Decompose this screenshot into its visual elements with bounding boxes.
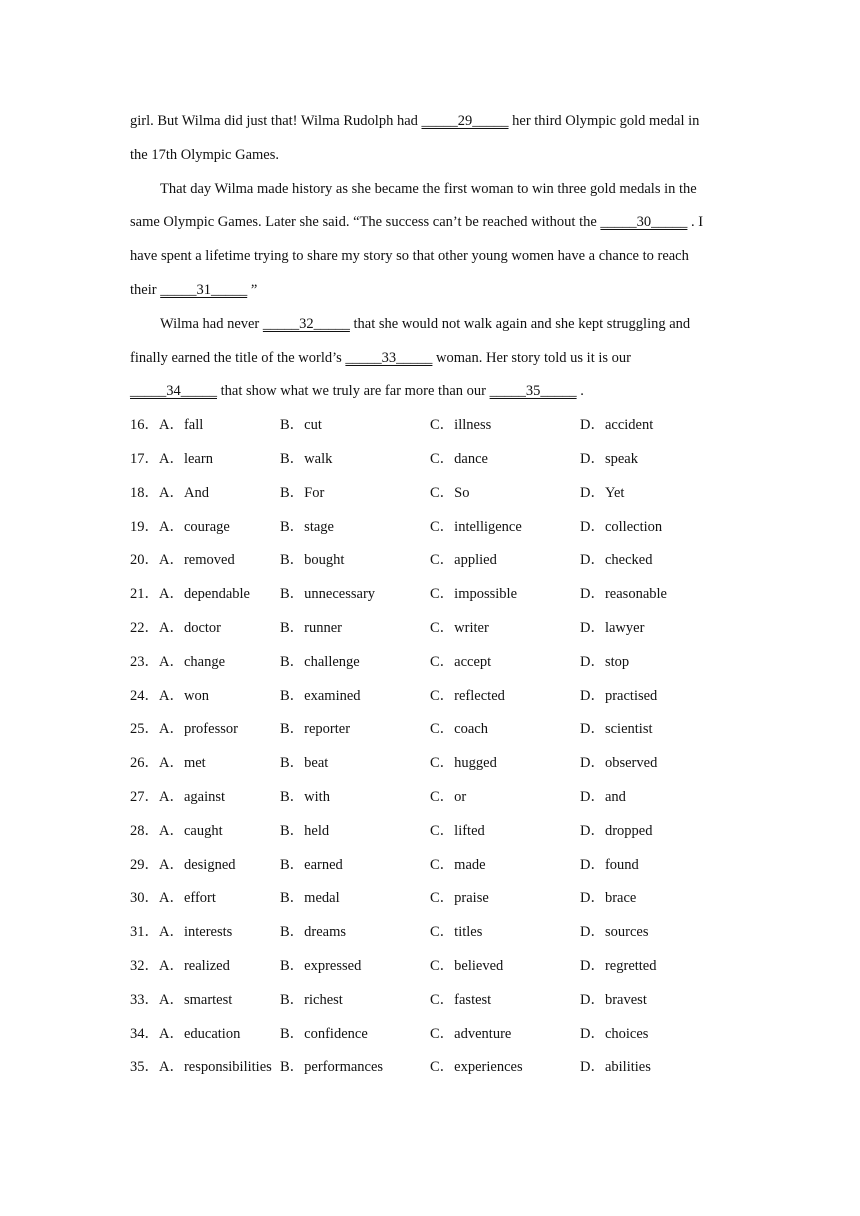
question-number: 26．: [130, 755, 159, 772]
question-row: [130, 882, 730, 916]
question-row: [130, 578, 730, 612]
option-d: D．bravest: [580, 991, 647, 1008]
passage-line: [130, 274, 730, 308]
option-a: A．change: [159, 653, 226, 670]
question-number: 19．: [130, 518, 159, 535]
question-number: 33．: [130, 991, 159, 1008]
option-d: D．abilities: [580, 1059, 651, 1076]
option-a: A．met: [159, 755, 206, 772]
option-a: A．dependable: [159, 586, 250, 603]
passage-text: finally earned the title of the world’s: [130, 349, 346, 366]
option-a: A．caught: [159, 822, 223, 839]
passage-line: [130, 240, 730, 274]
option-a: A．designed: [159, 856, 236, 873]
passage-text: . I: [687, 214, 704, 231]
question-row: [130, 747, 730, 781]
option-c: C．praise: [430, 890, 489, 907]
passage-text: .: [576, 383, 584, 400]
option-b: B．medal: [280, 890, 340, 907]
answer-blank: _____30_____: [600, 214, 688, 231]
passage-line: [130, 342, 730, 376]
question-row: [130, 950, 730, 984]
passage-line: [130, 375, 730, 409]
option-b: B．expressed: [280, 957, 362, 974]
passage-text: Wilma had never: [160, 315, 263, 332]
option-d: D．and: [580, 788, 626, 805]
question-row: [130, 916, 730, 950]
option-d: D．checked: [580, 552, 653, 569]
option-d: D．speak: [580, 450, 638, 467]
question-row: [130, 409, 730, 443]
option-c: C．writer: [430, 619, 489, 636]
option-c: C．intelligence: [430, 518, 522, 535]
option-c: C．So: [430, 484, 470, 501]
question-row: [130, 511, 730, 545]
answer-blank: _____34_____: [130, 383, 217, 400]
passage-line: [130, 206, 730, 240]
option-d: D．scientist: [580, 721, 653, 738]
question-list: [130, 409, 730, 1085]
passage-line: [130, 308, 730, 342]
passage-text: their: [130, 281, 161, 298]
option-a: A．interests: [159, 924, 233, 941]
question-number: 20．: [130, 552, 159, 569]
answer-blank: _____29_____: [421, 113, 509, 129]
question-row: [130, 781, 730, 815]
question-number: 32．: [130, 957, 159, 974]
question-row: [130, 849, 730, 883]
passage-text: same Olympic Games. Later she said. “The success can’t be reached without the: [130, 214, 601, 231]
question-row: [130, 646, 730, 680]
option-b: B．held: [280, 822, 330, 839]
option-a: A．courage: [159, 518, 230, 535]
option-d: D．brace: [580, 890, 637, 907]
option-d: D．accident: [580, 417, 654, 434]
passage-text: That day Wilma made history as she became the first woman to win three gold medals in the: [160, 180, 697, 197]
option-c: C．fastest: [430, 991, 492, 1008]
option-a: A．fall: [159, 417, 204, 434]
answer-blank: _____32_____: [262, 315, 350, 332]
option-a: A．effort: [159, 890, 216, 907]
question-number: 22．: [130, 619, 159, 636]
option-a: A．education: [159, 1025, 241, 1042]
option-c: C．titles: [430, 924, 483, 941]
reading-passage: [130, 105, 730, 409]
option-a: A．smartest: [159, 991, 233, 1008]
option-a: A．responsibilities: [159, 1059, 272, 1076]
question-row: [130, 713, 730, 747]
passage-text: ”: [247, 281, 258, 298]
question-row: [130, 1018, 730, 1052]
option-b: B．dreams: [280, 924, 347, 941]
option-b: B．cut: [280, 417, 322, 434]
option-c: C．reflected: [430, 687, 505, 704]
passage-text: the 17th Olympic Games.: [130, 146, 280, 163]
question-number: 17．: [130, 450, 159, 467]
question-row: [130, 544, 730, 578]
passage-line: [130, 105, 730, 139]
option-b: B．reporter: [280, 721, 351, 738]
option-b: B．stage: [280, 518, 334, 535]
question-number: 34．: [130, 1025, 159, 1042]
question-number: 30．: [130, 890, 159, 907]
option-b: B．walk: [280, 450, 333, 467]
option-c: C．dance: [430, 450, 488, 467]
option-b: B．For: [280, 484, 325, 501]
option-c: C．adventure: [430, 1025, 512, 1042]
passage-line: [130, 139, 730, 173]
question-number: 28．: [130, 822, 159, 839]
option-d: D．reasonable: [580, 586, 667, 603]
question-number: 35．: [130, 1059, 159, 1076]
option-c: C．experiences: [430, 1059, 523, 1076]
question-row: [130, 984, 730, 1018]
option-d: D．stop: [580, 653, 630, 670]
question-row: [130, 443, 730, 477]
question-number: 31．: [130, 924, 159, 941]
option-d: D．observed: [580, 755, 658, 772]
option-d: D．practised: [580, 687, 658, 704]
option-d: D．choices: [580, 1025, 649, 1042]
answer-blank: _____33_____: [345, 349, 433, 366]
option-c: C．illness: [430, 417, 492, 434]
answer-blank: _____35_____: [489, 383, 577, 400]
question-number: 24．: [130, 687, 159, 704]
option-b: B．examined: [280, 687, 361, 704]
option-b: B．challenge: [280, 653, 360, 670]
question-row: [130, 680, 730, 714]
option-b: B．beat: [280, 755, 329, 772]
option-c: C．made: [430, 856, 486, 873]
passage-text: girl. But Wilma did just that! Wilma Rudolph had: [130, 113, 422, 129]
option-a: A．against: [159, 788, 226, 805]
option-a: A．removed: [159, 552, 235, 569]
option-a: A．doctor: [159, 619, 222, 636]
option-c: C．believed: [430, 957, 504, 974]
option-b: B．performances: [280, 1059, 384, 1076]
passage-text: that she would not walk again and she kept struggling and: [349, 315, 691, 332]
option-b: B．with: [280, 788, 330, 805]
option-b: B．earned: [280, 856, 343, 873]
passage-text: woman. Her story told us it is our: [432, 349, 631, 366]
question-row: [130, 1051, 730, 1085]
question-number: 18．: [130, 484, 159, 501]
question-row: [130, 815, 730, 849]
option-b: B．runner: [280, 619, 343, 636]
option-b: B．unnecessary: [280, 586, 376, 603]
option-d: D．found: [580, 856, 639, 873]
question-row: [130, 477, 730, 511]
option-d: D．dropped: [580, 822, 653, 839]
option-d: D．regretted: [580, 957, 657, 974]
exam-content: [130, 105, 730, 1085]
option-b: B．richest: [280, 991, 343, 1008]
option-c: C．coach: [430, 721, 488, 738]
option-d: D．Yet: [580, 484, 625, 501]
option-a: A．professor: [159, 721, 238, 738]
passage-text: that show what we truly are far more than our: [217, 383, 490, 400]
passage-text: have spent a lifetime trying to share my story so that other young women have a chance to reach: [130, 248, 689, 265]
option-b: B．confidence: [280, 1025, 368, 1042]
option-d: D．lawyer: [580, 619, 645, 636]
question-number: 21．: [130, 586, 159, 603]
question-row: [130, 612, 730, 646]
question-number: 29．: [130, 856, 159, 873]
passage-text: her third Olympic gold medal in: [508, 113, 700, 129]
option-d: D．sources: [580, 924, 649, 941]
option-b: B．bought: [280, 552, 345, 569]
question-number: 16．: [130, 417, 159, 434]
passage-line: [130, 173, 730, 207]
question-number: 23．: [130, 653, 159, 670]
option-c: C．impossible: [430, 586, 518, 603]
option-a: A．And: [159, 484, 209, 501]
option-c: C．hugged: [430, 755, 497, 772]
option-c: C．lifted: [430, 822, 485, 839]
option-c: C．applied: [430, 552, 497, 569]
option-a: A．learn: [159, 450, 213, 467]
option-a: A．realized: [159, 957, 230, 974]
option-a: A．won: [159, 687, 209, 704]
question-number: 25．: [130, 721, 159, 738]
option-d: D．collection: [580, 518, 663, 535]
question-number: 27．: [130, 788, 159, 805]
answer-blank: _____31_____: [160, 281, 248, 298]
option-c: C．accept: [430, 653, 492, 670]
option-c: C．or: [430, 788, 467, 805]
